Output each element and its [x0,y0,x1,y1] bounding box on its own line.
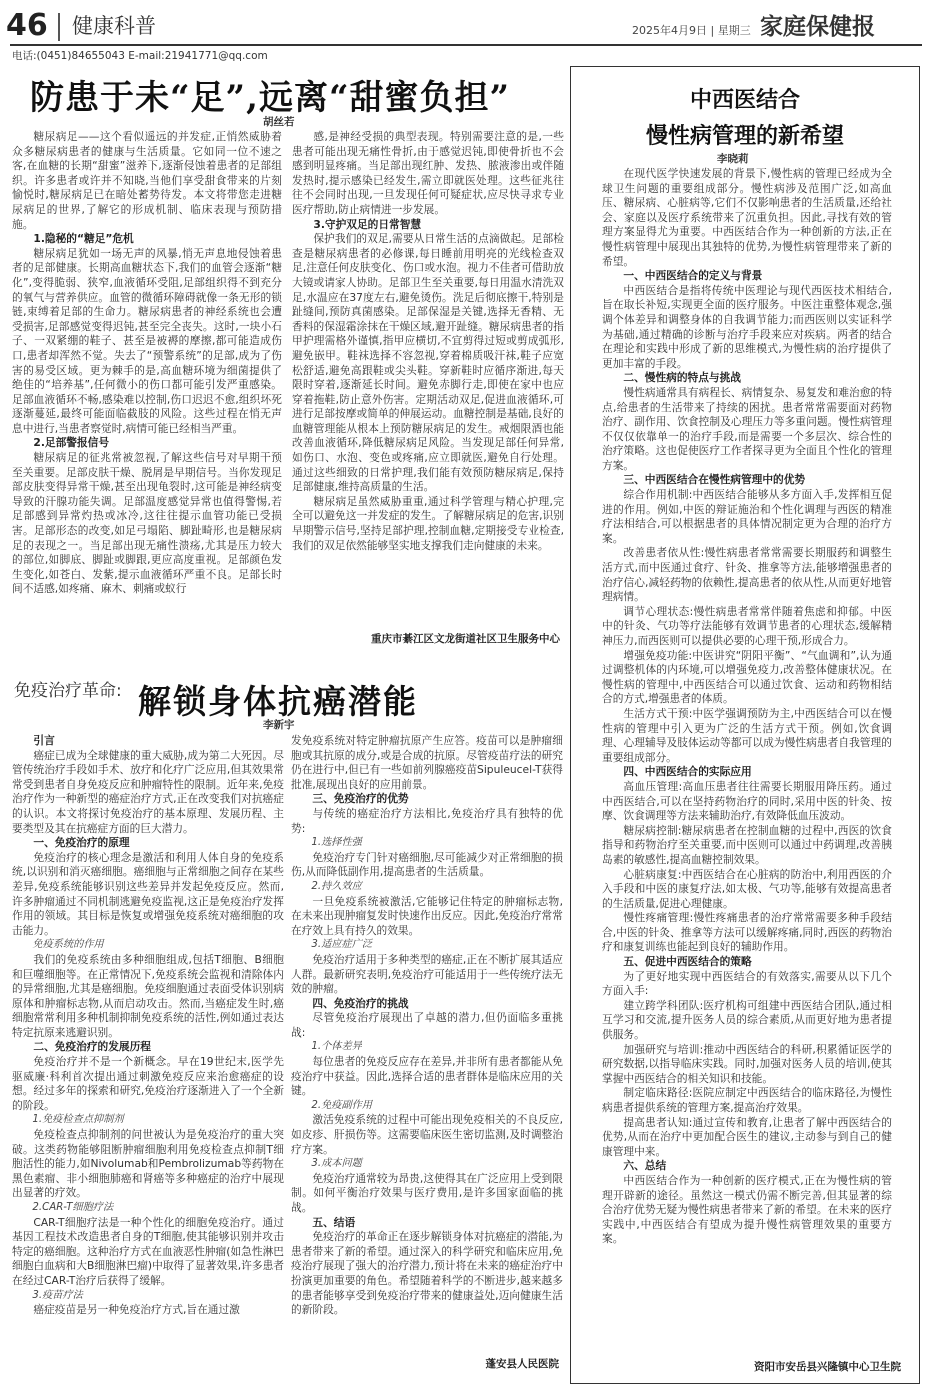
paragraph: 免疫治疗通常较为昂贵,这使得其在广泛应用上受到限制。如何平衡治疗效果与医疗费用,是许多国家面临的挑战。 [291,1171,563,1214]
subsection-heading: 3.适应症广泛 [311,939,373,951]
paragraph: 增强免疫功能:中医讲究“阴阳平衡”、“气血调和”,认为通过调整机体的内环境,可以增强免疫力,改善整体健康状况。在慢性病的管理中,中西医结合可以通过饮食、运动和药物相结合的方式,增强患者的体质。 [602,648,892,706]
article1-column-2 [292,130,564,628]
subsection-heading: 3.疫苗疗法 [32,1289,83,1301]
paragraph: 高血压管理:高血压患者往往需要长期服用降压药。通过中西医结合,可以在坚持药物治疗的同时,采用中医的针灸、按摩、饮食调理等方法来辅助治疗,有效降低血压波动。 [602,779,892,823]
article1-author: 胡丝若 [263,116,295,128]
subsection-heading: 1.选择性强 [311,837,362,849]
paragraph: 与传统的癌症治疗方法相比,免疫治疗具有独特的优势: [291,806,563,835]
paragraph: 慢性疼痛管理:慢性疼痛患者的治疗常常需要多种手段结合,中医的针灸、推拿等方法可以缓解疼痛,同时,西医的药物治疗和康复训练也能起到良好的辅助作用。 [602,911,892,954]
article2-author: 李新宇 [263,719,295,731]
paragraph: 中西医结合作为一种创新的医疗模式,正在为慢性病的管理开辟新的途径。虽然这一模式仍需不断完善,但其显著的综合治疗优势无疑为慢性病患者带来了新的希望。在未来的医疗实践中,中西医结合有望成为提升慢性病管理效果的重要方案。 [602,1173,892,1246]
section-heading: 引言 [33,734,55,747]
article3-signature: 资阳市安岳县兴隆镇中心卫生院 [754,1361,901,1373]
paragraph: 发免疫系统对特定肿瘤抗原产生应答。疫苗可以是肿瘤细胞或其抗原的成分,或是合成的抗原。尽管疫苗疗法的研究仍在进行中,但已有一些如前列腺癌疫苗Sipuleucel-T获得批准,展现出良好的应用前景。 [291,734,563,791]
paragraph: 免疫治疗的革命正在逐步解锁身体对抗癌症的潜能,为患者带来了新的希望。通过深入的科学研究和临床应用,免疫治疗展现了强大的治疗潜力,预计将在未来的癌症治疗中扮演更加重要的角色。希望随着科学的不断进步,越来越多的患者能够享受到免疫治疗带来的健康益处,迈向健康生活的新阶段。 [291,1230,563,1317]
article1-signature: 重庆市綦江区文龙街道社区卫生服务中心 [371,633,560,645]
article2-kicker: 免疫治疗革命: [14,681,122,701]
paragraph: CAR-T细胞疗法是一种个性化的细胞免疫治疗。通过基因工程技术改造患者自身的T细胞,使其能够识别并攻击特定的癌细胞。这种治疗方式在血液恶性肿瘤(如急性淋巴细胞白血病和大B细胞淋巴瘤)中取得了显著效果,许多患者在经过CAR-T治疗后获得了缓解。 [12,1215,284,1287]
paragraph: 每位患者的免疫反应存在差异,并非所有患者都能从免疫治疗中获益。因此,选择合适的患者群体是临床应用的关键。 [291,1055,563,1098]
paragraph: 一旦免疫系统被激活,它能够记住特定的肿瘤标志物,在未来出现肿瘤复发时快速作出反应。因此,免疫治疗常常在疗效上具有持久的效果。 [291,894,563,937]
header-rule [10,44,922,46]
paragraph: 慢性病通常具有病程长、病情复杂、易复发和难治愈的特点,给患者的生活带来了持续的困扰。患者常常需要面对药物治疗、副作用、饮食控制及心理压力等多重问题。慢性病管理不仅仅依靠单一的治疗手段,而是需要一个多层次、综合性的治疗策略。这也促使医疗工作者探寻更为全面且个性化的管理方案。 [602,385,892,472]
contact-info: 电话:(0451)84655043 E-mail:21941771@qq.com [12,50,268,62]
section-heading: 1.隐秘的“糖足”危机 [33,232,134,246]
paragraph: 免疫治疗的核心理念是激活和利用人体自身的免疫系统,以识别和消灭癌细胞。癌细胞与正常细胞之间存在某些差异,免疫系统能够识别这些差异并发起免疫反应。然而,许多肿瘤通过不同机制逃避免疫监视,这正是免疫治疗发挥作用的领域。其目标是恢复或增强免疫系统对癌细胞的攻击能力。 [12,850,284,937]
section-heading: 二、免疫治疗的发展历程 [33,1040,151,1054]
section-heading: 五、促进中西医结合的策略 [623,955,752,969]
section-heading: 四、中西医结合的实际应用 [623,765,752,779]
subsection-heading: 1.免疫检查点抑制剂 [32,1114,124,1126]
paragraph: 感,是神经受损的典型表现。特别需要注意的是,一些患者可能出现无痛性骨折,由于感觉迟钝,即使骨折也不会感到明显疼痛。当足部出现红肿、发热、脓液渗出或伴随发热时,提示感染已经发生,需立即就医处理。这些征兆往往不会同时出现,一旦发现任何可疑症状,应尽快寻求专业医疗帮助,防止病情进一步发展。 [292,130,564,216]
header-divider [58,13,60,41]
subsection-heading: 3.成本问题 [311,1158,362,1170]
article1-title: 防患于未“足”,远离“甜蜜负担” [30,78,511,118]
article3-author: 李晓莉 [717,153,749,165]
page-number: 46 [6,8,48,43]
paragraph: 制定临床路径:医院应制定中西医结合的临床路径,为慢性病患者提供系统的管理方案,提高治疗效果。 [602,1086,892,1114]
article3-box [570,66,920,1384]
paragraph: 改善患者依从性:慢性病患者常常需要长期服药和调整生活方式,而中医通过食疗、针灸、推拿等方法,能够增强患者的治疗信心,减轻药物的依赖性,提高患者的依从性,从而更好地管理病情。 [602,546,892,604]
section-heading: 四、免疫治疗的挑战 [312,996,409,1010]
section-heading: 一、中西医结合的定义与背景 [623,269,763,283]
paragraph: 糖尿病足虽然威胁重重,通过科学管理与精心护理,完全可以避免这一并发症的发生。了解糖尿病足的危害,识别早期警示信号,坚持足部护理,控制血糖,定期接受专业检查,我们的双足依然能够坚实地支撑我们走向健康的未来。 [292,494,564,552]
subsection-heading: 1.个体差异 [311,1041,362,1053]
paragraph: 免疫治疗专门针对癌细胞,尽可能减少对正常细胞的损伤,从而降低副作用,提高患者的生活质量。 [291,850,563,879]
page-header [0,0,931,60]
section-heading: 一、免疫治疗的原理 [33,836,130,850]
article2-column-1 [12,734,284,1384]
article3-body [602,167,892,1353]
paragraph: 生活方式干预:中医学强调预防为主,中西医结合可以在慢性病的管理中引入更为广泛的生活方式干预。例如,饮食调理、心理辅导及肢体运动等都可以成为慢性病患者自我管理的重要组成部分。 [602,706,892,764]
section-heading: 2.足部警报信号 [33,436,110,450]
section-heading: 五、结语 [312,1215,356,1229]
subsection-heading: 2.免疫副作用 [311,1099,373,1111]
newspaper-name: 家庭保健报 [760,13,875,40]
section-heading: 3.守护双足的日常智慧 [313,217,422,231]
subsection-heading: 2.持久效应 [311,880,362,892]
subsection-heading: 免疫系统的作用 [32,939,104,951]
paragraph: 为了更好地实现中西医结合的有效落实,需要从以下几个方面入手: [602,969,892,998]
paragraph: 我们的免疫系统由多种细胞组成,包括T细胞、B细胞和巨噬细胞等。在正常情况下,免疫系统会监视和清除体内的异常细胞,尤其是癌细胞。免疫细胞通过表面受体识别病原体和肿瘤标志物,从而启动攻击。然而,当癌症发生时,癌细胞常常利用多种机制抑制免疫系统的活性,例如通过表达特定抗原来逃避识别。 [12,952,284,1039]
paragraph: 糖尿病控制:糖尿病患者在控制血糖的过程中,西医的饮食指导和药物治疗至关重要,而中医则可以通过中药调理,改善胰岛素的敏感性,提高血糖控制效果。 [602,823,892,866]
section-heading: 三、中西医结合在慢性病管理中的优势 [623,473,806,487]
paragraph: 尽管免疫治疗展现出了卓越的潜力,但仍面临多重挑战: [291,1011,563,1039]
article2-title: 解锁身体抗癌潜能 [138,682,418,721]
section-name: 健康科普 [72,14,156,38]
article3-title-line1: 中西医结合 [689,87,800,113]
paragraph: 糖尿病足——这个看似遥远的并发症,正悄然威胁着众多糖尿病患者的健康与生活质量。它如同一位不速之客,在血糖的长期“甜蜜”滋养下,逐渐侵蚀着患者的足部组织。许多患者或许并不知晓,当他们享受甜食带来的片刻愉悦时,糖尿病足已在暗处蓄势待发。本文将带您走进糖尿病足的世界,了解它的形成机制、临床表现与预防措施。 [12,130,282,231]
paragraph: 在现代医学快速发展的背景下,慢性病的管理已经成为全球卫生问题的重要组成部分。慢性病涉及范围广泛,如高血压、糖尿病、心脏病等,它们不仅影响患者的生活质量,还给社会、家庭以及医疗系统带来了沉重负担。因此,寻找有效的管理方案显得尤为重要。中西医结合作为一种创新的方法,正在慢性病管理中展现出其独特的优势,为慢性病管理带来了新的希望。 [602,167,892,268]
paragraph: 综合作用机制:中西医结合能够从多方面入手,发挥相互促进的作用。例如,中医的辩证施治和个性化调理与西医的精准疗法相结合,可以根据患者的具体情况制定更为合理的治疗方案。 [602,488,892,545]
paragraph: 加强研究与培训:推动中西医结合的科研,积累循证医学的研究数据,以指导临床实践。同时,加强对医务人员的培训,使其掌握中西医结合的相关知识和技能。 [602,1042,892,1085]
paragraph: 癌症已成为全球健康的重大威胁,成为第二大死因。尽管传统治疗手段如手术、放疗和化疗广泛应用,但其效果常常受到患者自身免疫反应和肿瘤特性的限制。近年来,免疫治疗作为一种新型的癌症治疗方式,正在改变我们对抗癌症的认识。本文将探讨免疫治疗的基本原理、发展历程、主要类型及其在抗癌症方面的巨大潜力。 [12,748,284,835]
paragraph: 保护我们的双足,需要从日常生活的点滴做起。足部检查是糖尿病患者的必修课,每日睡前用明亮的光线检查双足,注意任何皮肤变化、伤口或水泡。视力不佳者可借助放大镜或请家人协助。足部卫生至关重要,每日用温水清洗双足,水温应在37度左右,避免烫伤。洗足后彻底擦干,特别是趾缝间,预防真菌感染。足部保湿是关键,选择无香精、无香料的保湿霜涂抹在干燥区域,避开趾缝。糖尿病患者的指甲护理需格外谨慎,指甲应横切,不宜剪得过短或剪成弧形,避免嵌甲。鞋袜选择不容忽视,穿着棉质吸汗袜,鞋子应宽松舒适,避免高跟鞋或尖头鞋。穿新鞋时应循序渐进,每天限时穿着,逐渐延长时间。避免赤脚行走,即使在家中也应穿着拖鞋,防止意外伤害。定期活动双足,促进血液循环,可进行足部按摩或简单的伸展运动。血糖控制是基础,良好的血糖管理能从根本上预防糖尿病足的发生。戒烟限酒也能改善血液循环,降低糖尿病足风险。当发现足部任何异常,如伤口、水泡、变色或疼痛,应立即就医,避免自行处理。通过这些细致的日常护理,我们能有效预防糖尿病足,保持足部健康,维持高质量的生活。 [292,232,564,494]
paragraph: 糖尿病足犹如一场无声的风暴,悄无声息地侵蚀着患者的足部健康。长期高血糖状态下,我们的血管会逐渐“糖化”,变得脆弱、狭窄,血液循环受阻,足部组织得不到充分的氧气与营养供应。血管的微循环障碍就像一条无形的锁链,束缚着足部的生命力。糖尿病患者的神经系统也会遭受损害,足部感觉变得迟钝,甚至完全丧失。这时,一块小石子、一双紧绷的鞋子、甚至是被褥的摩擦,都可能造成伤口,患者却浑然不觉。失去了“预警系统”的足部,成为了伤害的易受区域。更为棘手的是,高血糖环境为细菌提供了绝佳的“培养基”,任何微小的伤口都可能引发严重感染。足部血液循环不畅,感染难以控制,伤口迟迟不愈,组织坏死逐渐蔓延,最终可能面临截肢的风险。这些过程在悄无声息中进行,当患者察觉时,病情可能已经相当严重。 [12,246,282,435]
section-heading: 三、免疫治疗的优势 [312,792,409,806]
paragraph: 癌症疫苗是另一种免疫治疗方式,旨在通过激 [33,1303,240,1317]
article2-signature: 蓬安县人民医院 [485,1358,559,1370]
subsection-heading: 2.CAR-T细胞疗法 [32,1202,114,1213]
paragraph: 中西医结合是指将传统中医理论与现代西医技术相结合,旨在取长补短,实现更全面的医疗服务。中医注重整体观念,强调个体差异和调整身体的自我调节能力;而西医则以实证科学为基础,通过精确的诊断与治疗手段来应对疾病。两者的结合在理论和实践中形成了新的思维模式,为慢性病的治疗提供了更加丰富的手段。 [602,283,892,370]
paragraph: 心脏病康复:中西医结合在心脏病的防治中,利用西医的介入手段和中医的康复疗法,如太极、气功等,能够有效提高患者的生活质量,促进心理健康。 [602,867,892,910]
paragraph: 免疫治疗适用于多种类型的癌症,正在不断扩展其适应人群。最新研究表明,免疫治疗可能适用于一些传统疗法无效的肿瘤。 [291,952,563,996]
paragraph: 免疫治疗并不是一个新概念。早在19世纪末,医学先驱威廉·科利首次提出通过刺激免疫反应来治愈癌症的设想。经过多年的探索和研究,免疫治疗逐渐进入了一个全新的阶段。 [12,1055,284,1112]
paragraph: 糖尿病足的征兆常被忽视,了解这些信号对早期干预至关重要。足部皮肤干燥、脱屑是早期信号。当你发现足部皮肤变得异常干燥,甚至出现龟裂时,这可能是神经病变导致的汗腺功能失调。足部温度感觉异常也值得警惕,若足部感到异常灼热或冰冷,这往往提示血管功能已受损害。足部形态的改变,如足弓塌陷、脚趾畸形,也是糖尿病足的表现之一。当足部出现无痛性溃疡,尤其是压力较大的部位,如脚底、脚趾或脚跟,更应高度重视。足部颜色发生变化,如苍白、发紫,提示血液循环严重不良。足部长时间不适感,如疼痛、麻木、刺痛或蚁行 [12,451,282,596]
article1-column-1 [12,130,282,670]
issue-date: 2025年4月9日 | 星期三 [632,24,751,37]
paragraph: 建立跨学科团队:医疗机构可组建中西医结合团队,通过相互学习和交流,提升医务人员的综合素质,从而更好地为患者提供服务。 [602,998,892,1042]
article2-column-2 [291,734,563,1352]
article3-title-line2: 慢性病管理的新希望 [645,123,844,149]
section-heading: 二、慢性病的特点与挑战 [623,371,741,385]
paragraph: 调节心理状态:慢性病患者常常伴随着焦虑和抑郁。中医中的针灸、气功等疗法能够有效调节患者的心理状态,缓解精神压力,而西医则可以提供必要的心理干预,形成合力。 [602,604,892,647]
section-heading: 六、总结 [623,1159,667,1173]
paragraph: 免疫检查点抑制剂的问世被认为是免疫治疗的重大突破。这类药物能够阻断肿瘤细胞利用免疫检查点抑制T细胞活性的能力,如Nivolumab和Pembrolizumab等药物在黑色素瘤、非小细胞肺癌和肾癌等多种癌症的治疗中展现出显著的疗效。 [12,1128,284,1200]
paragraph: 提高患者认知:通过宣传和教育,让患者了解中西医结合的优势,从而在治疗中更加配合医生的建议,主动参与到自己的健康管理中来。 [602,1115,892,1158]
paragraph: 激活免疫系统的过程中可能出现免疫相关的不良反应,如皮疹、肝损伤等。这需要临床医生密切监测,及时调整治疗方案。 [291,1113,563,1156]
